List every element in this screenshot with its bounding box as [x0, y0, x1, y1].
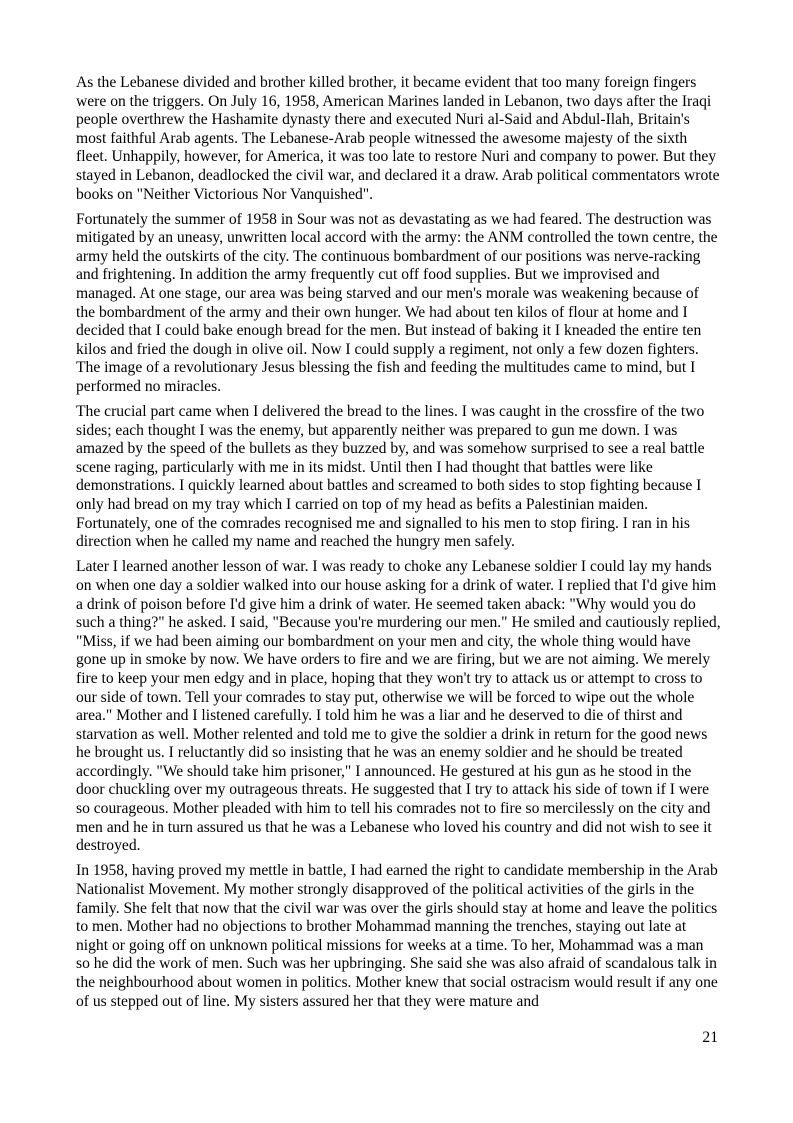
paragraph-3: The crucial part came when I delivered the bread to the lines. I was caught in the crossfire of the two sides; each thought I was the enemy, but apparently neither was prepared to gun me down. I was amazed by the speed of the bullets as they buzzed by, and was somehow surprised to see a real battle scene raging, particularly with me in its midst. Until then I had thought that battles were like demonstrations. I quickly learned about battles and screamed to both sides to stop fighting because I only had bread on my tray which I carried on top of my head as befits a Palestinian maiden. Fortunately, one of the comrades recognised me and signalled to his men to stop firing. I ran in his direction when he called my name and reached the hungry men safely.	[76, 403, 705, 551]
paragraph-5: In 1958, having proved my mettle in battle, I had earned the right to candidate membership in the Arab Nationalist Movement. My mother strongly disapproved of the political activities of the girls in the family. She felt that now that the civil war was over the girls should stay at home and leave the politics to men. Mother had no objections to brother Mohammad manning the trenches, staying out late at night or going off on unknown political missions for weeks at a time. To her, Mohammad was a man so he did the work of men. Such was her upbringing. She said she was also afraid of scandalous talk in the neighbourhood about women in politics. Mother knew that social ostracism would result if any one of us stepped out of line. My sisters assured her that they were mature and	[76, 862, 718, 1010]
page-body	[76, 74, 721, 1018]
paragraph-2: Fortunately the summer of 1958 in Sour was not as devastating as we had feared. The destruction was mitigated by an uneasy, unwritten local accord with the army: the ANM controlled the town centre, the army held the outskirts of the city. The continuous bombardment of our positions was nerve-racking and frightening. In addition the army frequently cut off food supplies. But we improvised and managed. At one stage, our area was being starved and our men's morale was weakening because of the bombardment of the army and their own hunger. We had about ten kilos of flour at home and I decided that I could bake enough bread for the men. But instead of baking it I kneaded the entire ten kilos and fried the dough in olive oil. Now I could supply a regiment, not only a few dozen fighters. The image of a revolutionary Jesus blessing the fish and feeding the multitudes came to mind, but I performed no miracles.	[76, 210, 718, 395]
page-number: 21	[702, 1029, 718, 1046]
paragraph-4: Later I learned another lesson of war. I was ready to choke any Lebanese soldier I could lay my hands on when one day a soldier walked into our house asking for a drink of water. I replied that I'd give him a drink of poison before I'd give him a drink of water. He seemed taken aback: "Why would you do such a thing?" he asked. I said, "Because you're murdering our men." He smiled and cautiously replied, "Miss, if we had been aiming our bombardment on your men and city, the whole thing would have gone up in smoke by now. We have orders to fire and we are firing, but we are not aiming. We merely fire to keep your men edgy and in place, hoping that they won't try to attack us or attempt to cross to our side of town. Tell your comrades to stay put, otherwise we will be forced to wipe out the whole area." Mother and I listened carefully. I told him he was a liar and he deserved to die of thirst and starvation as well. Mother relented and told me to give the soldier a drink in return for the good news he brought us. I reluctantly did so insisting that he was an enemy soldier and he should be treated accordingly. "We should take him prisoner," I announced. He gestured at his gun as he stood in the door chuckling over my outrageous threats. He suggested that I try to attack his side of town if I were so courageous. Mother pleaded with him to tell his comrades not to fire so mercilessly on the city and men and he in turn assured us that he was a Lebanese who loved his country and did not wish to see it destroyed.	[76, 558, 721, 855]
paragraph-1: As the Lebanese divided and brother killed brother, it became evident that too many foreign fingers were on the triggers. On July 16, 1958, American Marines landed in Lebanon, two days after the Iraqi people overthrew the Hashamite dynasty there and executed Nuri al-Said and Abdul-Ilah, Britain's most faithful Arab agents. The Lebanese-Arab people witnessed the awesome majesty of the sixth fleet. Unhappily, however, for America, it was too late to restore Nuri and company to power. But they stayed in Lebanon, deadlocked the civil war, and declared it a draw. Arab political commentators wrote books on "Neither Victorious Nor Vanquished".	[76, 74, 720, 203]
